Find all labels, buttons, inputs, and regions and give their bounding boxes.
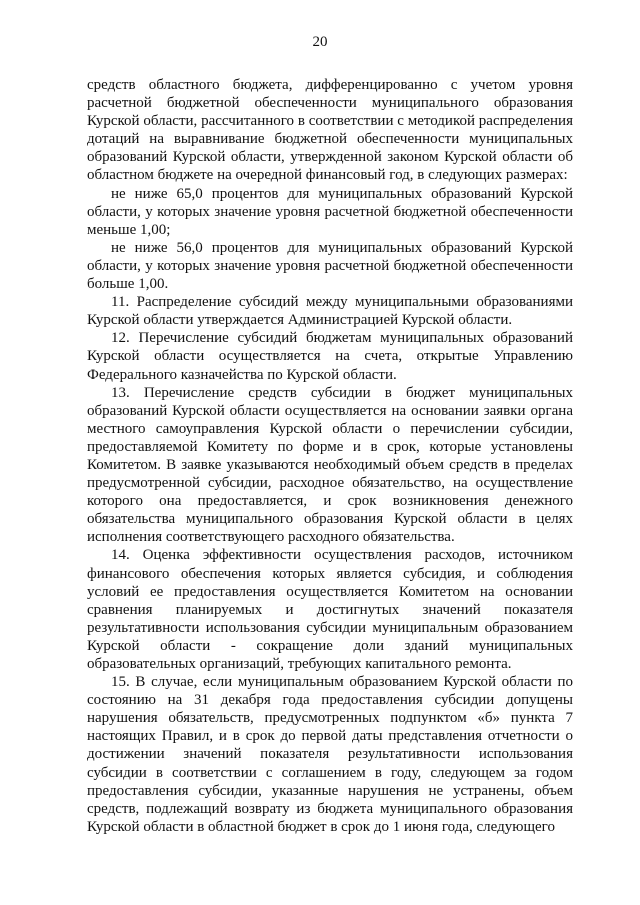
paragraph-item-14: 14. Оценка эффективности осуществления расходов, источником финансового обеспечения которых является субсидия, и соблюдения условий ее предоставления осуществляется Комитетом на основании сравнения планируемых и достигнутых значений показателя результативности использования субсидии муниципальным образованием Курской области - сокращение доли зданий муниципальных образовательных организаций, требующих капитального ремонта.	[87, 547, 573, 672]
paragraph-item-15: 15. В случае, если муниципальным образованием Курской области по состоянию на 31 декабря года предоставления субсидии допущены нарушения обязательств, предусмотренных подпунктом «б» пункта 7 настоящих Правил, и в срок до первой даты представления отчетности о достижении значений показателя результативности использования субсидии в соответствии с соглашением в году, следующем за годом предоставления субсидии, указанные нарушения не устранены, объем средств, подлежащий возврату из бюджета муниципального образования Курской области в областной бюджет в срок до 1 июня года, следующего	[87, 674, 573, 835]
paragraph-item-13: 13. Перечисление средств субсидии в бюджет муниципальных образований Курской области осуществляется на основании заявки органа местного самоуправления Курской области о перечислении субсидии, предоставляемой Комитету по форме и в срок, которые установлены Комитетом. В заявке указываются необходимый объем средств в пределах предусмотренной субсидии, расходное обязательство, на осуществление которого она предоставляется, и срок возникновения денежного обязательства муниципального образования Курской области в целях исполнения соответствующего расходного обязательства.	[87, 384, 573, 546]
page-number: 20	[312, 34, 328, 50]
paragraph-item-12: 12. Перечисление субсидий бюджетам муниципальных образований Курской области осуществляется на счета, открытые Управлению Федерального казначейства по Курской области.	[87, 330, 573, 383]
paragraph-subsidy-rate-56: не ниже 56,0 процентов для муниципальных образований Курской области, у которых значение уровня расчетной бюджетной обеспеченности больше 1,00.	[87, 239, 573, 293]
paragraph-subsidy-rate-65: не ниже 65,0 процентов для муниципальных образований Курской области, у которых значение уровня расчетной бюджетной обеспеченности меньше 1,00;	[87, 185, 573, 238]
paragraph-continuation: средств областного бюджета, дифференцированно с учетом уровня расчетной бюджетной обеспеченности муниципального образования Курской области, рассчитанного в соответствии с методикой распределения дотаций на выравнивание бюджетной обеспеченности муниципальных образований Курской области, утвержденной законом Курской области об областном бюджете на очередной финансовый год, в следующих размерах:	[87, 77, 573, 184]
document-body	[87, 76, 573, 836]
paragraph-item-11: 11. Распределение субсидий между муниципальными образованиями Курской области утверждается Администрацией Курской области.	[87, 294, 573, 329]
